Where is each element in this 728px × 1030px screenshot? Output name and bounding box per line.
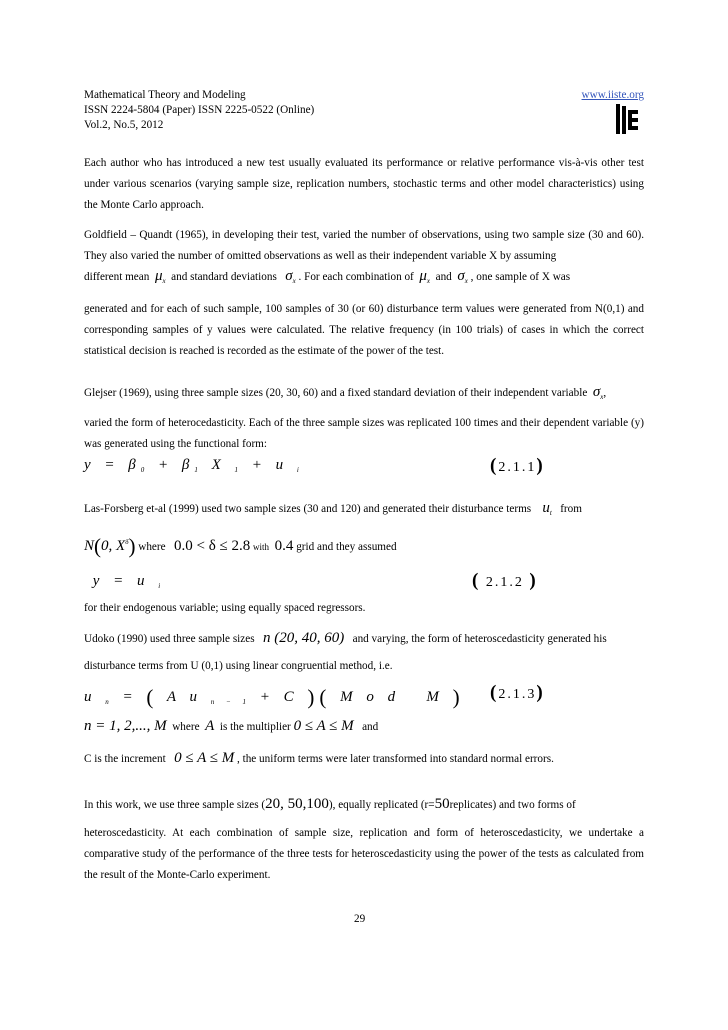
p2b-text-1: different mean	[84, 271, 150, 283]
grid-value: 0.4	[274, 538, 294, 554]
delta-range: 0.0 < δ ≤ 2.8	[173, 538, 251, 554]
p8-tail: , the uniform terms were later transformed into standard normal errors.	[237, 753, 554, 765]
equation-number-3: (2.1.3)	[490, 682, 545, 703]
journal-issn: ISSN 2224-5804 (Paper) ISSN 2225-0522 (Online)	[84, 104, 315, 116]
equation-number-2: ( 2.1.2 )	[472, 570, 538, 591]
sigma-x-symbol-3: $\sigma_x$	[592, 384, 604, 401]
paragraph-5: for their endogenous variable; using equally spaced regressors.	[84, 602, 366, 614]
p4a-end: from	[560, 503, 582, 515]
p3a-text: Glejser (1969), using three sample sizes (20, 30, 60) and a fixed standard deviation of their independent variable	[84, 387, 588, 399]
mu-x-symbol: $\mu_x$	[154, 268, 166, 285]
paragraph-9a	[84, 796, 644, 813]
paragraph-6a	[84, 630, 644, 647]
journal-title: Mathematical Theory and Modeling	[84, 89, 246, 101]
sample-sizes: 20, 50,100	[265, 796, 329, 812]
p4a-text: Las-Forsberg et-al (1999) used two sample sizes (30 and 120) and generated their disturbance terms	[84, 503, 532, 515]
paragraph-2a: Goldfield – Quandt (1965), in developing their test, varied the number of observations, using two sample size (30 and 60). They also varied the number of omitted observations as well as their independent variable X by assuming	[84, 229, 644, 262]
n-range: n = 1, 2,..., M	[84, 718, 167, 734]
sigma-x-symbol: $\sigma_x$	[285, 268, 296, 285]
p4b-tail: grid and they assumed	[296, 541, 397, 553]
multiplier-a: A	[205, 718, 215, 734]
paragraph-9b: heteroscedasticity. At each combination of sample size, replication and form of heteroscedasticity, we undertake a comparative study of the performance of the three tests for heteroscedasticity using the power of the tests as calculated from the result of the Monte-Carlo experiment.	[84, 827, 644, 881]
iiste-logo-text: IISTE	[629, 130, 642, 136]
udoko-sample-sizes: n (20, 40, 60)	[262, 630, 345, 646]
u-t-symbol: $u_t$	[542, 500, 552, 517]
p4b-where: where	[138, 541, 166, 553]
increment-range: 0 ≤ A ≤ M	[174, 750, 235, 766]
journal-volume: Vol.2, No.5, 2012	[84, 119, 164, 131]
eq1-number: 2.1.1	[498, 460, 537, 475]
p9-text-b: ), equally replicated (r=	[328, 799, 435, 811]
p9-text-a: In this work, we use three sample sizes (	[84, 799, 266, 811]
p7-and: and	[362, 721, 379, 733]
replicates-value: 50	[434, 796, 450, 812]
page-number: 29	[354, 913, 366, 925]
paragraph-3b: varied the form of heterocedasticity. Each of the three sample sizes was replicated 100 times and their dependent variable (y) was generated using the functional form:	[84, 417, 644, 450]
journal-header	[84, 88, 644, 133]
equation-number-1: (2.1.1)	[490, 455, 545, 476]
p6a-text: Udoko (1990) used three sample sizes	[84, 633, 255, 645]
iiste-logo	[614, 104, 644, 136]
p6a-tail: and varying, the form of heteroscedasticity generated his	[352, 633, 607, 645]
paragraph-3a: Glejser (1969), using three sample sizes (20, 30, 60) and a fixed standard deviation of their independent variable $\sigma_x$,	[84, 384, 607, 401]
sigma-x-symbol-2: $\sigma_x$	[457, 268, 468, 285]
p4b-with: with	[253, 542, 270, 552]
equation-2-1-2: y = u $_i$	[84, 573, 166, 590]
journal-url[interactable]: www.iiste.org	[581, 89, 644, 101]
eq2-number: 2.1.2	[485, 575, 524, 590]
paragraph-2c: generated and for each of such sample, 100 samples of 30 (or 60) disturbance term values were generated from N(0,1) and corresponding samples of y values were calculated. The relative frequency (in 100 trials) of cases in which the correct statistical decision is reached is recorded as the estimate of the power of the test.	[84, 303, 644, 357]
p7-is: is the multiplier	[219, 721, 291, 733]
p9-text-c: replicates) and two forms of	[449, 799, 576, 811]
paragraph-8	[84, 750, 644, 767]
p2b-text-5: , one sample of X was	[470, 271, 571, 283]
paragraph-1: Each author who has introduced a new test usually evaluated its performance or relative performance vis-à-vis other test under various scenarios (varying sample size, replication numbers, stochastic terms and other model characteristics) using the Monte Carlo approach.	[84, 157, 644, 211]
mu-x-symbol-2: $\mu_x$	[419, 268, 431, 285]
p2b-text-2: and standard deviations	[171, 271, 277, 283]
p8-text: C is the increment	[84, 753, 166, 765]
paragraph-4b	[84, 534, 644, 559]
paragraph-7	[84, 718, 644, 735]
iiste-logo-icon	[614, 104, 644, 136]
equation-2-1-1: $y = \beta_0 + \beta_1$ X $_1$ + u $_i$	[84, 457, 304, 474]
normal-dist-expr: N(0, $X^\delta$)	[84, 534, 136, 558]
eq3-number: 2.1.3	[498, 687, 537, 702]
multiplier-range: 0 ≤ A ≤ M	[293, 718, 354, 734]
p7-where: where	[172, 721, 200, 733]
equation-2-1-3: u $_n$ = ( A u $_{n - 1}$ + C )( M o d M )	[84, 685, 465, 709]
p2b-text-3: . For each combination of	[298, 271, 414, 283]
paragraph-4a	[84, 500, 644, 517]
paragraph-6b: disturbance terms from U (0,1) using linear congruential method, i.e.	[84, 660, 393, 672]
p2b-text-4: and	[435, 271, 452, 283]
paragraph-2b	[84, 268, 644, 285]
